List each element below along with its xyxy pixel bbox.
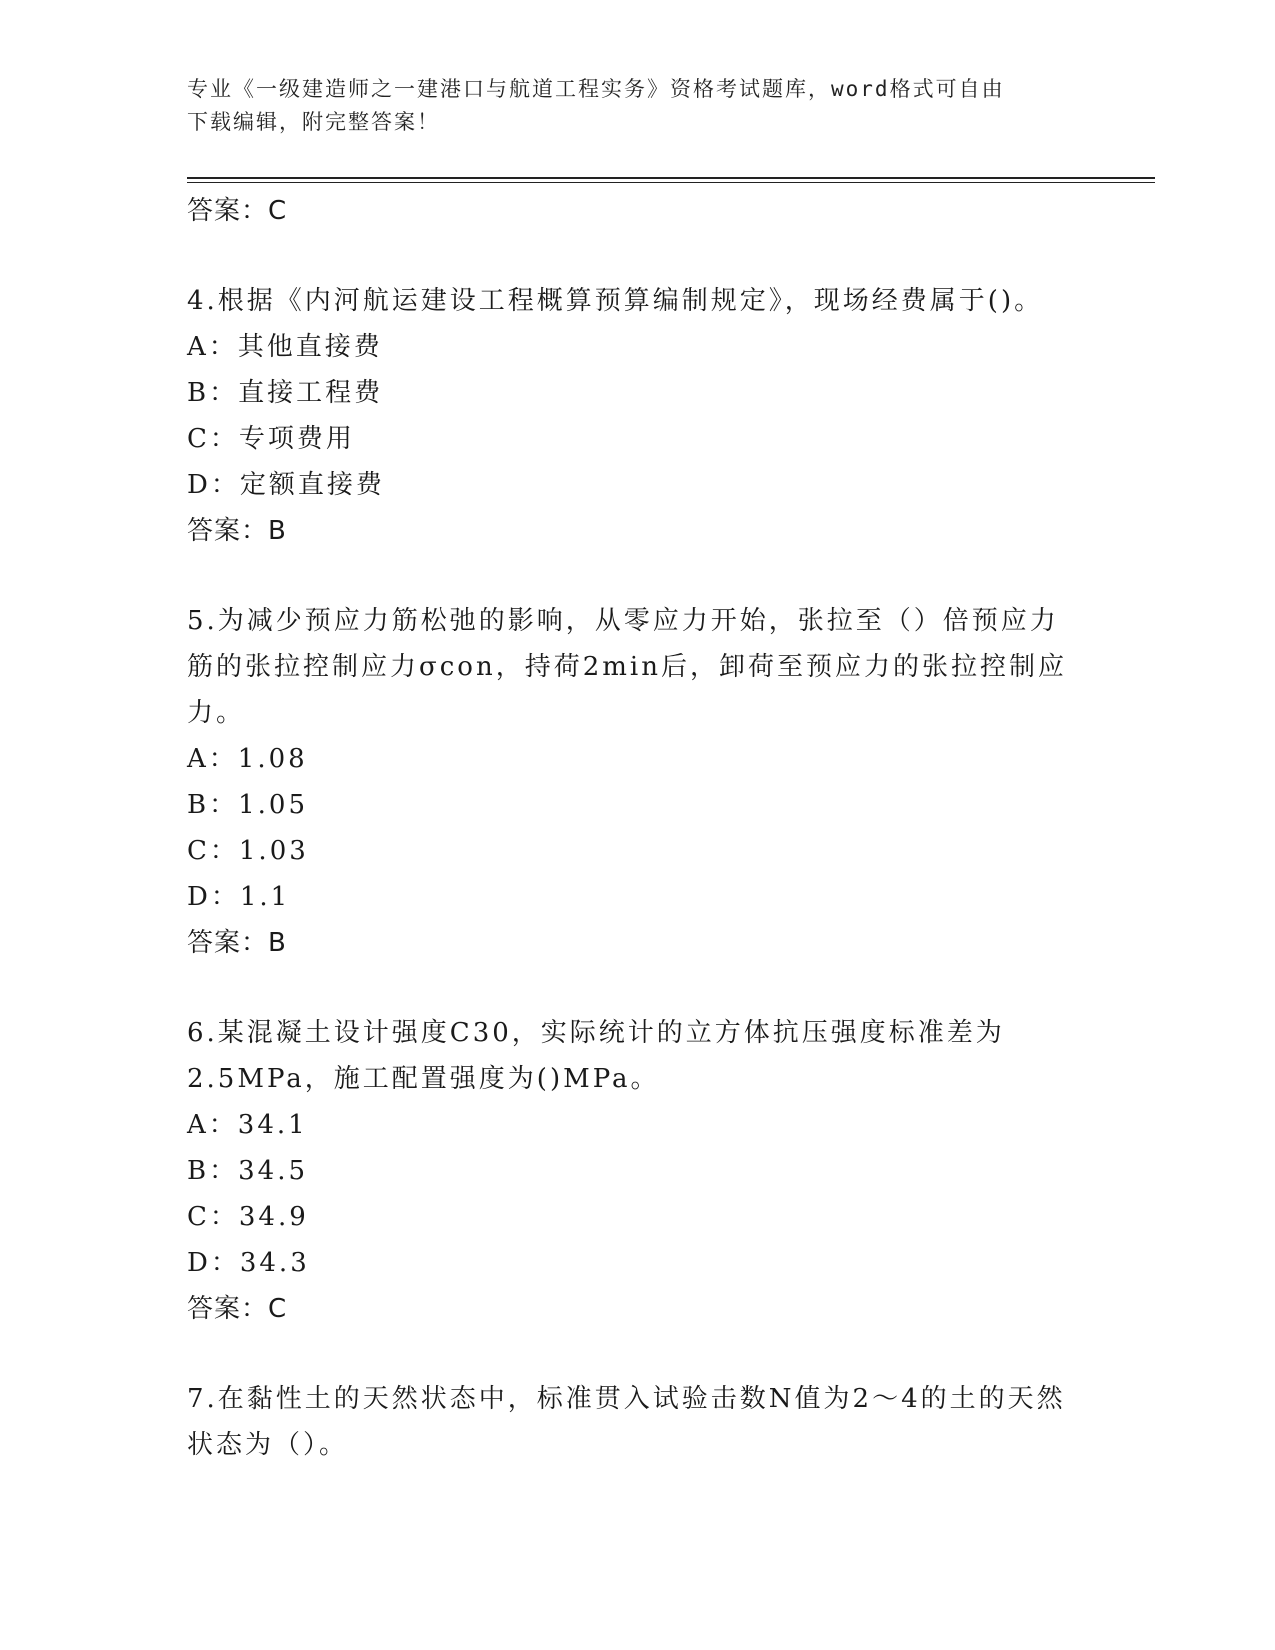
option-a: A：其他直接费	[187, 332, 383, 362]
option-c: C：1.03	[187, 836, 309, 866]
answer: 答案：B	[187, 928, 287, 958]
question-stem: 4.根据《内河航运建设工程概算预算编制规定》，现场经费属于()。	[187, 286, 1044, 316]
question-stem: 7.在黏性土的天然状态中，标准贯入试验击数N值为2～4的土的天然状态为（）。	[187, 1384, 1066, 1460]
option-c: C：34.9	[187, 1202, 309, 1232]
option-d: D：定额直接费	[187, 470, 385, 500]
option-c: C：专项费用	[187, 424, 355, 454]
answer: 答案：C	[187, 1294, 288, 1324]
header-line-1: 专业《一级建造师之一建港口与航道工程实务》资格考试题库，word格式可自由	[187, 77, 1005, 101]
option-b: B：1.05	[187, 790, 308, 820]
option-b: B：直接工程费	[187, 378, 384, 408]
option-d: D：34.3	[187, 1248, 310, 1278]
question-4	[187, 278, 1067, 554]
option-b: B：34.5	[187, 1156, 308, 1186]
question-stem: 6.某混凝土设计强度C30，实际统计的立方体抗压强度标准差为2.5MPa，施工配置强度为()MPa。	[187, 1018, 1005, 1094]
question-5	[187, 598, 1067, 966]
option-d: D：1.1	[187, 882, 291, 912]
header-divider-thin	[187, 182, 1155, 183]
option-a: A：34.1	[187, 1110, 308, 1140]
question-stem: 5.为减少预应力筋松弛的影响，从零应力开始，张拉至（）倍预应力筋的张拉控制应力σcon，持荷2min后，卸荷至预应力的张拉控制应力。	[187, 606, 1067, 728]
previous-answer: 答案：C	[187, 196, 288, 226]
document-header	[187, 73, 1067, 139]
question-6	[187, 1010, 1067, 1332]
option-a: A：1.08	[187, 744, 308, 774]
question-list	[187, 188, 1067, 1468]
answer: 答案：B	[187, 516, 287, 546]
header-line-2: 下载编辑，附完整答案！	[187, 110, 440, 134]
header-divider-thick	[187, 177, 1155, 179]
question-7	[187, 1376, 1067, 1468]
